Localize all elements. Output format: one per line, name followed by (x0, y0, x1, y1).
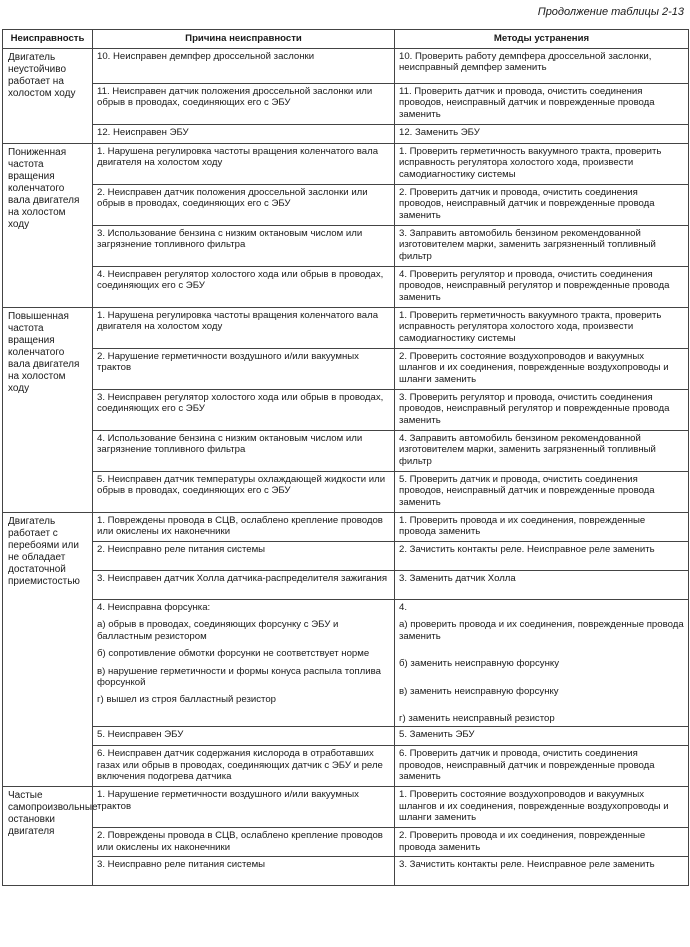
injector-fix-line: в) заменить неисправную форсунку (399, 685, 559, 697)
table-row (3, 513, 689, 542)
cause-cell: 2. Повреждены провода в СЦВ, ослаблено крепление проводов или окислены их наконечники (93, 828, 395, 857)
injector-fix-line: г) заменить неисправный резистор (399, 713, 555, 725)
table-row (3, 746, 689, 787)
fix-cell: 2. Проверить состояние воздухопроводов и вакуумных шлангов и их соединения, поврежденные воздухопроводы и шланги заменить (395, 349, 689, 390)
table-row (3, 349, 689, 390)
table-row (3, 727, 689, 746)
injector-cause-line: в) нарушение герметичности и формы конуса распыла топлива форсункой (97, 665, 381, 689)
fix-cell: 2. Проверить датчик и провода, очистить соединения проводов, неисправный датчик и поврежденные провода заменить (395, 185, 689, 226)
fix-cell: 3. Заменить датчик Холла (395, 571, 689, 600)
fix-cell: 4. Заправить автомобиль бензином рекомендованной изготовителем марки, заменить загрязненный топливный фильтр (395, 431, 689, 472)
fix-cell: 2. Проверить провода и их соединения, поврежденные провода заменить (395, 828, 689, 857)
injector-cause-line: 4. Неисправна форсунка: (97, 602, 211, 613)
table-row (3, 226, 689, 267)
fix-cell: 4. Проверить регулятор и провода, очистить соединения проводов, неисправный регулятор и поврежденные провода заменить (395, 267, 689, 308)
fix-cell: 1. Проверить герметичность вакуумного тракта, проверить исправность регулятора холостого хода, произвести самодиагностику системы (395, 308, 689, 349)
fix-cell: 3. Заправить автомобиль бензином рекомендованной изготовителем марки, заменить загрязненный топливный фильтр (395, 226, 689, 267)
injector-fix-line: 4. (399, 602, 408, 613)
injector-fix-line: а) проверить провода и их соединения, поврежденные провода заменить (399, 619, 684, 642)
fault-cell: Двигатель неустойчиво работает на холостом ходу (3, 49, 93, 144)
fix-cell: 1. Проверить провода и их соединения, поврежденные провода заменить (395, 513, 689, 542)
table-row (3, 787, 689, 828)
cause-cell: 10. Неисправен демпфер дроссельной заслонки (93, 49, 395, 84)
cause-cell: 11. Неисправен датчик положения дроссельной заслонки или обрыв в проводах, соединяющих его с ЭБУ (93, 84, 395, 125)
cause-cell: 5. Неисправен ЭБУ (93, 727, 395, 746)
injector-cause-line: а) обрыв в проводах, соединяющих форсунку с ЭБУ и балластным резистором (97, 619, 339, 642)
table-row (3, 857, 689, 886)
table-row (3, 185, 689, 226)
table-row (3, 828, 689, 857)
header-cause: Причина неисправности (93, 30, 395, 49)
fix-cell: 5. Заменить ЭБУ (395, 727, 689, 746)
fix-cell: 3. Проверить регулятор и провода, очистить соединения проводов, неисправный регулятор и поврежденные провода заменить (395, 390, 689, 431)
table-row (3, 84, 689, 125)
cause-cell: 3. Неисправен регулятор холостого хода или обрыв в проводах, соединяющих его с ЭБУ (93, 390, 395, 431)
table-header-row (3, 30, 689, 49)
header-fault: Неисправность (3, 30, 93, 49)
cause-cell: 1. Нарушена регулировка частоты вращения коленчатого вала двигателя на холостом ходу (93, 308, 395, 349)
fault-cell: Двигатель работает с перебоями или не обладает достаточной приемистостью (3, 513, 93, 787)
fix-cell: 1. Проверить герметичность вакуумного тракта, проверить исправность регулятора холостого хода, произвести самодиагностику системы (395, 144, 689, 185)
table-row (3, 144, 689, 185)
troubleshooting-table (2, 29, 689, 886)
table-row (3, 571, 689, 600)
cause-cell: 3. Неисправен датчик Холла датчика-распределителя зажигания (93, 571, 395, 600)
table-row (3, 125, 689, 144)
injector-fix-cell (395, 600, 689, 727)
fix-cell: 5. Проверить датчик и провода, очистить соединения проводов, неисправный датчик и поврежденные провода заменить (395, 472, 689, 513)
injector-cause-line: г) вышел из строя балластный резистор (97, 694, 276, 706)
cause-cell: 4. Неисправен регулятор холостого хода или обрыв в проводах, соединяющих его с ЭБУ (93, 267, 395, 308)
injector-cause-cell (93, 600, 395, 727)
fix-cell: 3. Зачистить контакты реле. Неисправное реле заменить (395, 857, 689, 886)
table-row (3, 472, 689, 513)
cause-cell: 1. Нарушена регулировка частоты вращения коленчатого вала двигателя на холостом ходу (93, 144, 395, 185)
fault-cell: Пониженная частота вращения коленчатого вала двигателя на холостом ходу (3, 144, 93, 308)
fault-cell: Частые самопроизвольные остановки двигателя (3, 787, 93, 886)
fix-cell: 11. Проверить датчик и провода, очистить соединения проводов, неисправный датчик и поврежденные провода заменить (395, 84, 689, 125)
header-fix: Методы устранения (395, 30, 689, 49)
fix-cell: 2. Зачистить контакты реле. Неисправное реле заменить (395, 542, 689, 571)
cause-cell: 1. Нарушение герметичности воздушного и/или вакуумных трактов (93, 787, 395, 828)
fault-cell: Повышенная частота вращения коленчатого вала двигателя на холостом ходу (3, 308, 93, 513)
cause-cell: 6. Неисправен датчик содержания кислорода в отработавших газах или обрыв в проводах, соединяющих датчик с ЭБУ и реле включения подогрева датчика (93, 746, 395, 787)
table-row (3, 542, 689, 571)
table-row (3, 267, 689, 308)
cause-cell: 1. Повреждены провода в СЦВ, ослаблено крепление проводов или окислены их наконечники (93, 513, 395, 542)
table-caption: Продолжение таблицы 2-13 (537, 6, 684, 18)
injector-fix-line: б) заменить неисправную форсунку (399, 658, 560, 670)
cause-cell: 12. Неисправен ЭБУ (93, 125, 395, 144)
table-row (3, 390, 689, 431)
table-row (3, 600, 689, 727)
cause-cell: 2. Неисправен датчик положения дроссельной заслонки или обрыв в проводах, соединяющих его с ЭБУ (93, 185, 395, 226)
table-row (3, 308, 689, 349)
fix-cell: 12. Заменить ЭБУ (395, 125, 689, 144)
injector-cause-line: б) сопротивление обмотки форсунки не соответствует норме (97, 648, 370, 660)
table-row (3, 431, 689, 472)
table-row (3, 49, 689, 84)
cause-cell: 2. Неисправно реле питания системы (93, 542, 395, 571)
cause-cell: 4. Использование бензина с низким октановым числом или загрязнение топливного фильтра (93, 431, 395, 472)
cause-cell: 5. Неисправен датчик температуры охлаждающей жидкости или обрыв в проводах, соединяющих его с ЭБУ (93, 472, 395, 513)
fix-cell: 6. Проверить датчик и провода, очистить соединения проводов, неисправный датчик и поврежденные провода заменить (395, 746, 689, 787)
cause-cell: 2. Нарушение герметичности воздушного и/или вакуумных трактов (93, 349, 395, 390)
cause-cell: 3. Использование бензина с низким октановым числом или загрязнение топливного фильтра (93, 226, 395, 267)
fix-cell: 1. Проверить состояние воздухопроводов и вакуумных шлангов и их соединения, поврежденные воздухопроводы и шланги заменить (395, 787, 689, 828)
cause-cell: 3. Неисправно реле питания системы (93, 857, 395, 886)
fix-cell: 10. Проверить работу демпфера дроссельной заслонки, неисправный демпфер заменить (395, 49, 689, 84)
